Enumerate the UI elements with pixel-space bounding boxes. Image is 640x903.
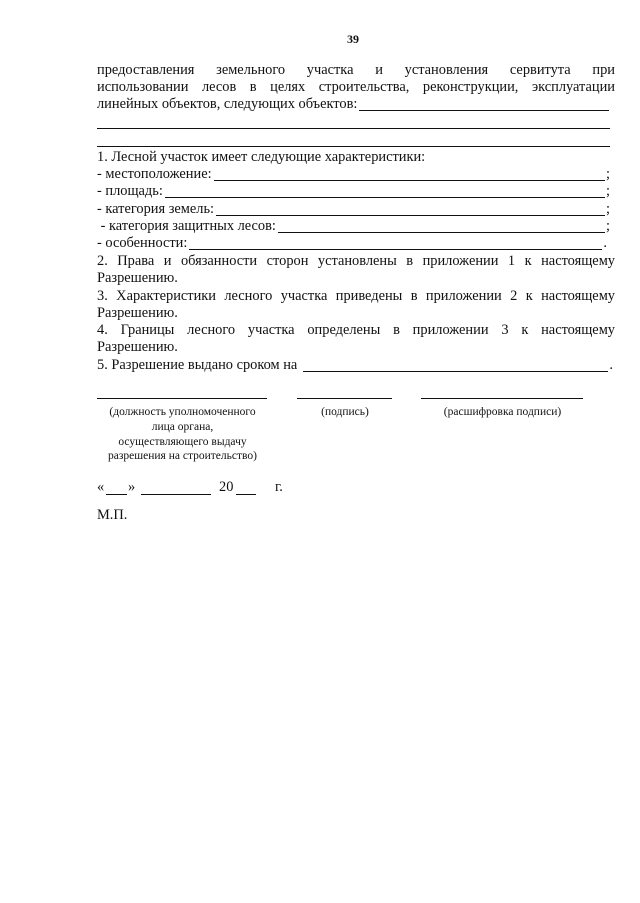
- field-land-category-blank: [216, 202, 605, 216]
- intro-line-1: предоставления земельного участка и установления сервитута при: [97, 62, 615, 78]
- field-land-category-label: - категория земель:: [97, 201, 215, 217]
- item5-end: .: [609, 357, 613, 373]
- item4-line-1: 4. Границы лесного участка определены в приложении 3 к настоящему: [97, 322, 615, 338]
- item5-label: 5. Разрешение выдано сроком на: [97, 357, 298, 373]
- objects-blank-line: [359, 97, 609, 111]
- field-features-label: - особенности:: [97, 235, 188, 251]
- item2-line-1: 2. Права и обязанности сторон установлены в приложении 1 к настоящему: [97, 253, 615, 269]
- date-month-blank: [141, 494, 211, 495]
- date-year-suffix: г.: [275, 479, 283, 495]
- field-location-blank: [214, 167, 605, 181]
- page-number: 39: [347, 32, 359, 46]
- field-protective-forest-blank: [278, 219, 605, 233]
- item4-line-2: Разрешению.: [97, 339, 178, 355]
- item2-line-2: Разрешению.: [97, 270, 178, 286]
- field-land-category: [97, 201, 610, 218]
- field-location: [97, 166, 610, 183]
- date-open-quote: «: [97, 479, 105, 495]
- date-year-blank: [236, 494, 256, 495]
- field-land-category-end: ;: [606, 201, 610, 217]
- stamp-placeholder: М.П.: [97, 507, 128, 523]
- date-day-blank: [106, 494, 127, 495]
- field-area-end: ;: [606, 183, 610, 199]
- field-features-end: .: [603, 235, 607, 251]
- field-protective-forest: [97, 218, 610, 235]
- field-area-label: - площадь:: [97, 183, 163, 199]
- position-signature-line: [97, 398, 267, 399]
- field-protective-forest-label: - категория защитных лесов:: [97, 218, 276, 234]
- position-caption: (должность уполномоченного лица органа, осуществляющего выдачу разрешения на строительство): [108, 406, 257, 463]
- objects-blank-rule-1: [97, 128, 610, 129]
- item5-term-blank: [303, 358, 608, 372]
- item3-line-2: Разрешению.: [97, 305, 178, 321]
- date-close-quote: »: [128, 479, 136, 495]
- objects-blank-rule-2: [97, 146, 610, 147]
- intro-line-2: использовании лесов в целях строительства, реконструкции, эксплуатации: [97, 79, 615, 95]
- signature-decode-line: [421, 398, 583, 399]
- signature-line: [297, 398, 392, 399]
- field-area: [97, 183, 610, 200]
- field-location-end: ;: [606, 166, 610, 182]
- field-features-blank: [189, 236, 602, 250]
- field-features: [97, 235, 607, 252]
- signature-caption: (подпись): [321, 406, 369, 418]
- item3-line-1: 3. Характеристики лесного участка приведены в приложении 2 к настоящему: [97, 288, 615, 304]
- item5-line: [97, 357, 613, 374]
- field-location-label: - местоположение:: [97, 166, 212, 182]
- field-area-blank: [165, 184, 605, 198]
- intro-line-3-text: линейных объектов, следующих объектов:: [97, 96, 358, 112]
- section1-heading: 1. Лесной участок имеет следующие характеристики:: [97, 149, 426, 165]
- field-protective-forest-end: ;: [606, 218, 610, 234]
- signature-decode-caption: (расшифровка подписи): [443, 406, 562, 418]
- date-year-prefix: 20: [219, 479, 234, 495]
- intro-line-3: [97, 96, 610, 113]
